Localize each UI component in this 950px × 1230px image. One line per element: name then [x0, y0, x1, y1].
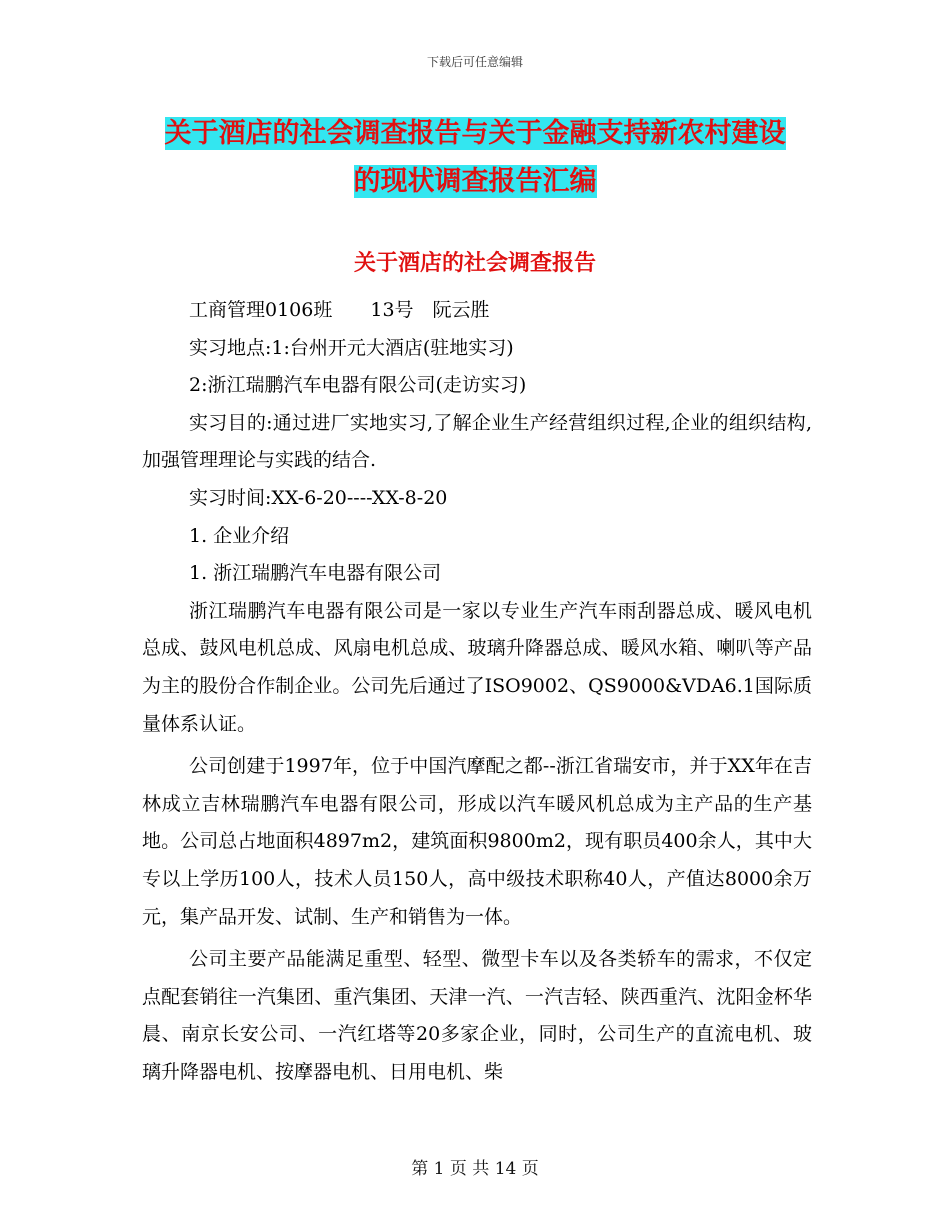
internship-place-2: 2:浙江瑞鹏汽车电器有限公司(走访实习) — [189, 374, 527, 397]
page-number: 第 1 页 共 14 页 — [411, 1159, 539, 1179]
paragraph-company-history: 公司创建于1997年，位于中国汽摩配之都--浙江省瑞安市，并于XX年在吉林成立吉林瑞鹏汽车电器有限公司，形成以汽车暖风机总成为主产品的生产基地。公司总占地面积4897m2，建筑面积9800m2，现有职员400余人，其中大专以上学历100人，技术人员150人，高中级技术职称40人，产值达8000余万元，集产品开发、试制、生产和销售为一体。 — [142, 755, 812, 928]
internship-place-1: 实习地点:1:台州开元大酒店(驻地实习) — [189, 336, 514, 359]
internship-time: 实习时间:XX-6-20----XX-8-20 — [189, 486, 448, 509]
document-body — [142, 292, 812, 1091]
document-title-line-2: 的现状调查报告汇编 — [353, 166, 597, 197]
paragraph-company-overview: 浙江瑞鹏汽车电器有限公司是一家以专业生产汽车雨刮器总成、暖风电机总成、鼓风电机总成、风扇电机总成、玻璃升降器总成、暖风水箱、喇叭等产品为主的股份合作制企业。公司先后通过了ISO9002、QS9000&VDA6.1国际质量体系认证。 — [142, 599, 812, 735]
paragraph-company-products: 公司主要产品能满足重型、轻型、微型卡车以及各类轿车的需求，不仅定点配套销往一汽集团、重汽集团、天津一汽、一汽吉轻、陕西重汽、沈阳金杯华晨、南京长安公司、一汽红塔等20多家企业，同时，公司生产的直流电机、玻璃升降器电机、按摩器电机、日用电机、柴 — [142, 948, 812, 1083]
heading-company-name: 1. 浙江瑞鹏汽车电器有限公司 — [189, 562, 442, 585]
internship-purpose: 实习目的:通过进厂实地实习,了解企业生产经营组织过程,企业的组织结构,加强管理理论与实践的结合. — [142, 411, 812, 472]
document-title-line-1: 关于酒店的社会调查报告与关于金融支持新农村建设 — [164, 118, 786, 149]
heading-company-intro: 1. 企业介绍 — [189, 524, 290, 547]
author-line: 工商管理0106班 13号 阮云胜 — [189, 299, 490, 321]
header-note: 下载后可任意编辑 — [426, 55, 523, 69]
section-title: 关于酒店的社会调查报告 — [353, 251, 596, 276]
document-title — [140, 110, 810, 206]
